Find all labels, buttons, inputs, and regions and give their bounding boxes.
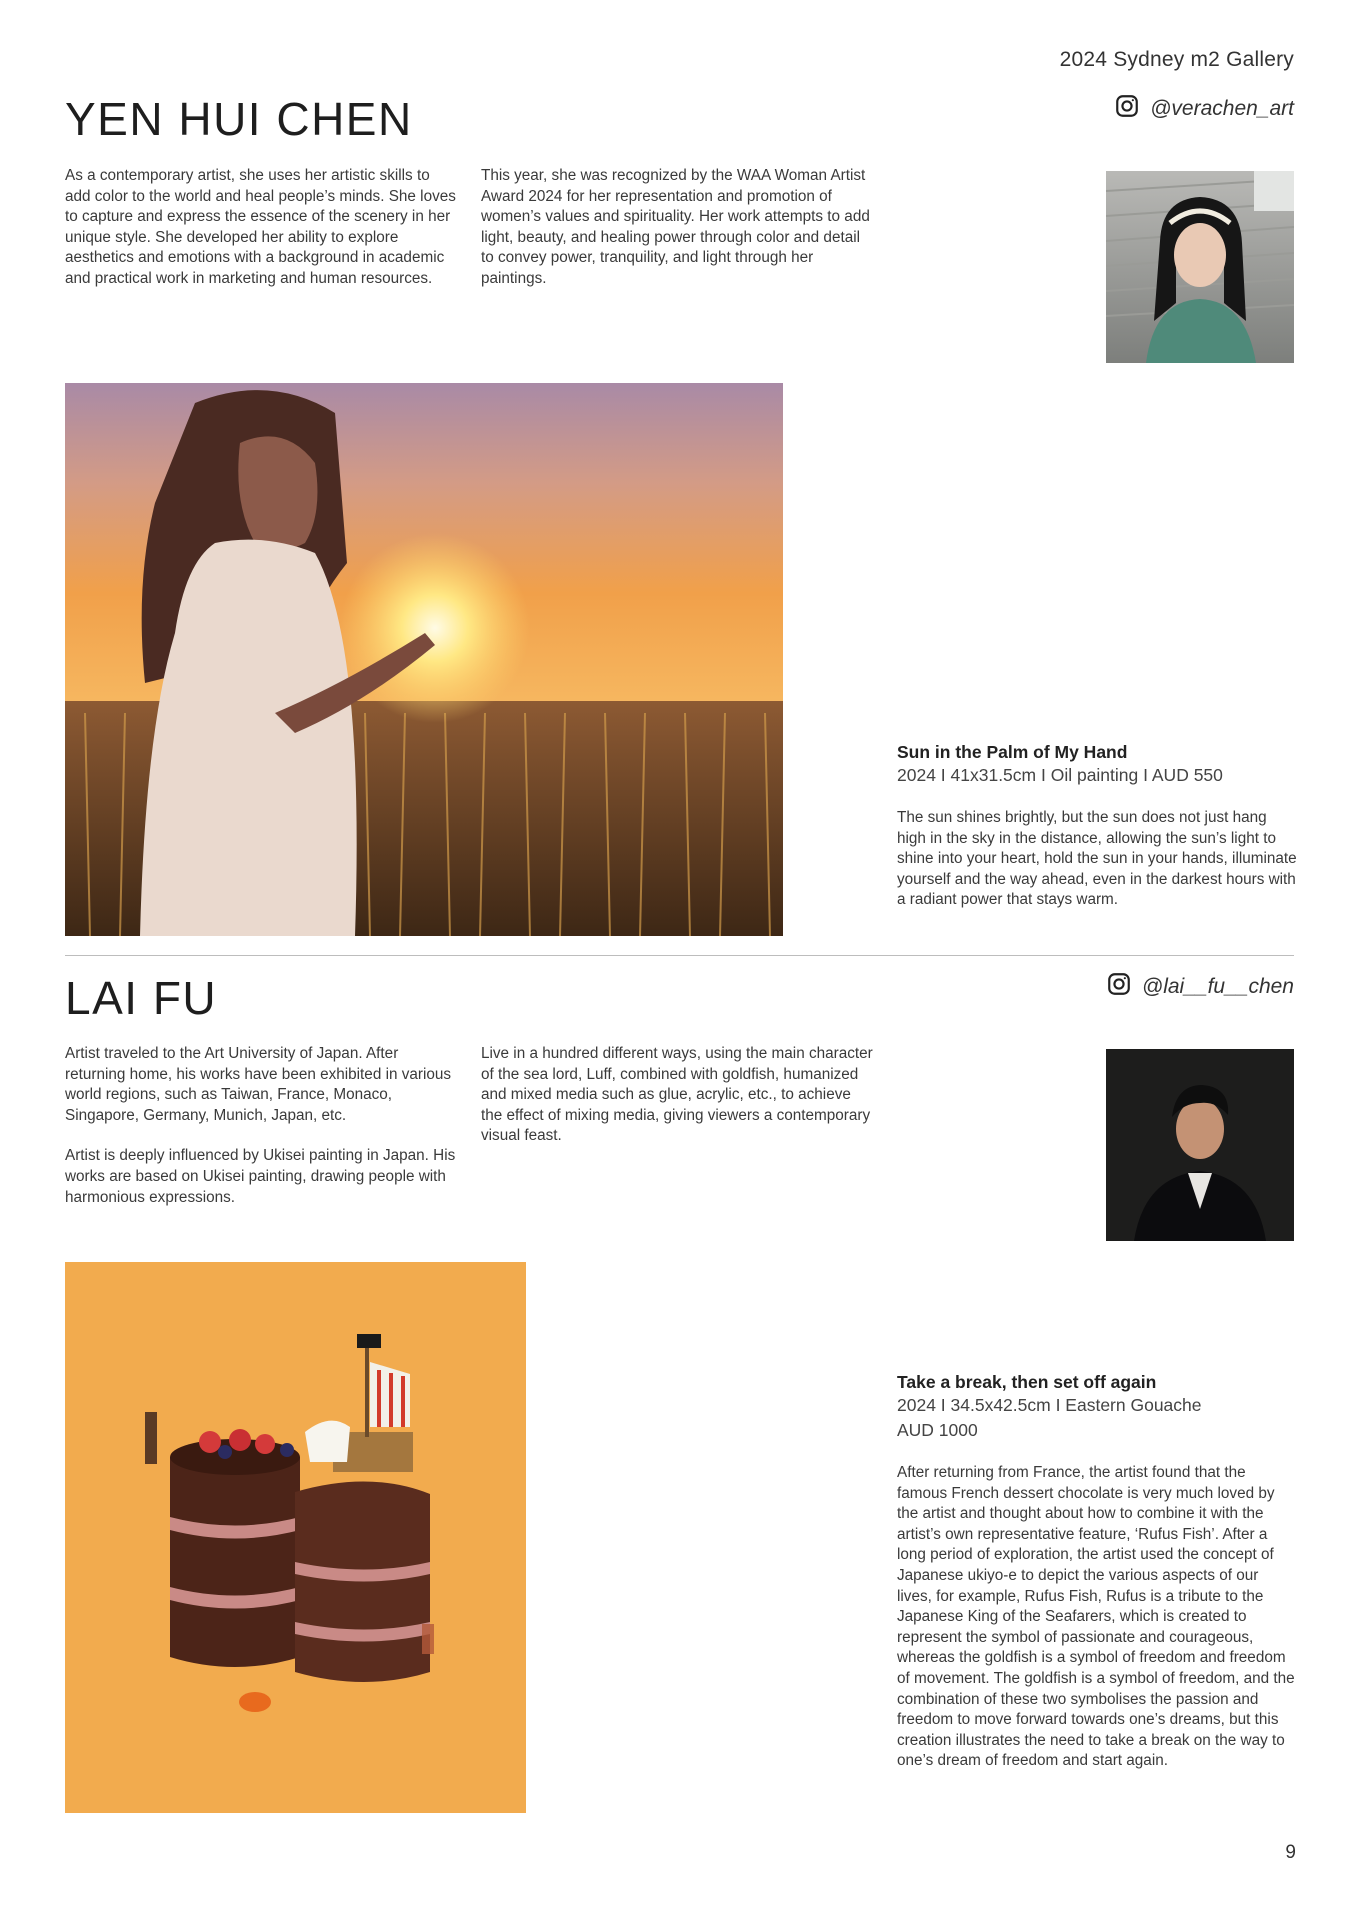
artwork2-meta-line1: 2024 I 34.5x42.5cm I Eastern Gouache <box>897 1395 1202 1415</box>
artwork2-caption <box>897 1372 1297 1772</box>
artist1-bio-right: This year, she was recognized by the WAA Woman Artist Award 2024 for her representation and promotion of women’s values and spirituality. Her work attempts to add light, beauty, and healing power through color and detail to convey power, tranquility, and light through her paintings. <box>481 167 870 287</box>
artwork2-title: Take a break, then set off again <box>897 1372 1157 1392</box>
artwork1-meta: 2024 I 41x31.5cm I Oil painting I AUD 550 <box>897 765 1223 785</box>
section-divider <box>65 955 1294 956</box>
artist2-bio-left-para2: Artist is deeply influenced by Ukisei painting in Japan. His works are based on Ukisei painting, drawing people with harmonious expressions. <box>65 1147 456 1206</box>
instagram-handle-text: @verachen_art <box>1150 97 1294 120</box>
artwork2-meta-line2: AUD 1000 <box>897 1420 978 1440</box>
artwork2-description: After returning from France, the artist found that the famous French dessert chocolate is very much loved by the artist and thought about how to combine it with the artist’s own representative feature, ‘Rufus Fish’. After a long period of exploration, the artist used the concept of Japanese ukiyo-e to depict the various aspects of our lives, for example, Rufus Fish, Rufus is a tribute to the Japanese King of the Seafarers, which is created to represent the symbol of passionate and courageous, whereas the goldfish is a symbol of freedom and freedom of movement. The goldfish is a symbol of freedom, and the combination of these two symbolises the passion and freedom to move forward towards one’s dreams, but this creation illustrates the need to take a break on the way to one’s dream of freedom and start again. <box>897 1464 1295 1770</box>
gallery-label: 2024 Sydney m2 Gallery <box>1059 48 1294 71</box>
artwork-take-a-break <box>65 1262 526 1813</box>
artwork1-description: The sun shines brightly, but the sun does not just hang high in the sky in the distance, allowing the sun’s light to shine into your heart, hold the sun in your hands, illuminate yourself and the way ahead, even in the darkest hours with a radiant power that stays warm. <box>897 809 1297 909</box>
artwork-sun-in-the-palm <box>65 383 783 936</box>
artwork1-caption <box>897 742 1297 911</box>
instagram-handle-text: @lai__fu__chen <box>1141 975 1294 998</box>
instagram-icon <box>1114 93 1140 125</box>
instagram-icon <box>1106 971 1132 1003</box>
artist2-bio-left <box>65 1044 457 1228</box>
instagram-handle-artist1[interactable] <box>1114 93 1294 125</box>
artist-name-yen-hui-chen: YEN HUI CHEN <box>65 93 413 145</box>
artist1-portrait <box>1106 171 1294 363</box>
artist2-bio-left-para1: Artist traveled to the Art University of Japan. After returning home, his works have been exhibited in various world regions, such as Taiwan, France, Monaco, Singapore, Germany, Munich, Japan, etc. <box>65 1045 452 1124</box>
page-number: 9 <box>1285 1842 1296 1863</box>
artist1-bio-left: As a contemporary artist, she uses her artistic skills to add color to the world and heal people’s minds. She loves to capture and express the essence of the scenery in her unique style. She developed her ability to explore aesthetics and emotions with a background in academic and practical work in marketing and human resources. <box>65 167 456 287</box>
artwork1-title: Sun in the Palm of My Hand <box>897 742 1128 762</box>
artist2-portrait <box>1106 1049 1294 1241</box>
artist2-bio-right: Live in a hundred different ways, using the main character of the sea lord, Luff, combined with goldfish, humanized and mixed media such as glue, acrylic, etc., to achieve the effect of mixing media, giving viewers a contemporary visual feast. <box>481 1045 873 1145</box>
instagram-handle-artist2[interactable] <box>1106 971 1294 1003</box>
artist-name-lai-fu: LAI FU <box>65 972 218 1024</box>
